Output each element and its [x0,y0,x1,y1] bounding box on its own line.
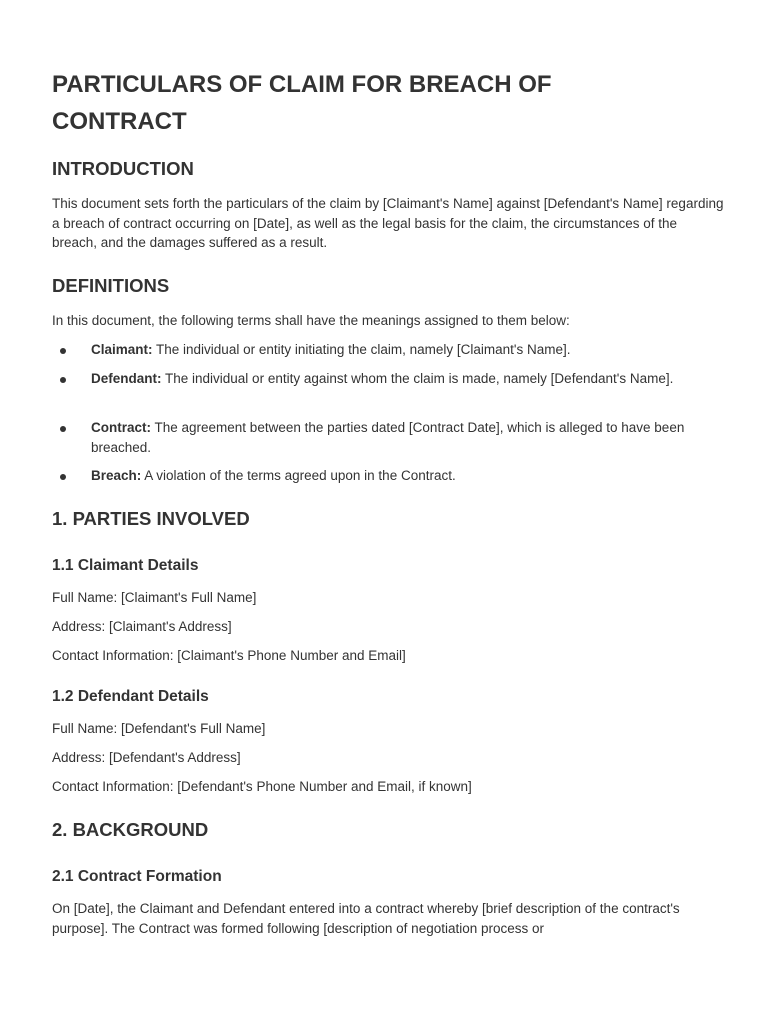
definition-term: Claimant: [91,342,153,357]
subsection-heading-defendant: 1.2 Defendant Details [52,688,209,705]
defendant-contact: Contact Information: [Defendant's Phone Number and Email, if known] [52,779,472,794]
document-title: PARTICULARS OF CLAIM FOR BREACH OF CONTRACT [52,71,552,135]
definition-text: The agreement between the parties dated [Contract Date], which is alleged to have been breached. [91,420,685,455]
introduction-paragraph: This document sets forth the particulars of the claim by [Claimant's Name] against [Defendant's Name] regarding a breach of contract occurring on [Date], as well as the legal basis for the claim, the circumstances of the breach, and the damages suffered as a result. [52,196,724,251]
subsection-heading-contract-formation: 2.1 Contract Formation [52,868,222,885]
claimant-contact: Contact Information: [Claimant's Phone Number and Email] [52,648,406,663]
defendant-address: Address: [Defendant's Address] [52,750,241,765]
claimant-full-name: Full Name: [Claimant's Full Name] [52,590,257,605]
bullet-icon [60,377,66,383]
claimant-address: Address: [Claimant's Address] [52,619,232,634]
subsection-heading-claimant: 1.1 Claimant Details [52,557,199,574]
section-heading-parties: 1. PARTIES INVOLVED [52,508,250,529]
section-heading-introduction: INTRODUCTION [52,158,194,179]
definition-text: The individual or entity against whom the claim is made, namely [Defendant's Name]. [161,371,674,386]
definition-item-claimant [91,340,711,360]
contract-formation-paragraph: On [Date], the Claimant and Defendant entered into a contract whereby [brief description of the contract's purpose]. The Contract was formed following [description of negotiation process or [52,901,680,936]
definition-text: The individual or entity initiating the claim, namely [Claimant's Name]. [152,342,571,357]
definition-term: Defendant: [91,371,162,386]
definition-term: Contract: [91,420,151,435]
section-heading-definitions: DEFINITIONS [52,275,170,296]
bullet-icon [60,348,66,354]
definition-item-defendant [91,369,711,389]
definition-item-breach [91,466,711,486]
definitions-intro: In this document, the following terms shall have the meanings assigned to them below: [52,313,570,328]
bullet-icon [60,474,66,480]
definition-term: Breach: [91,468,142,483]
definition-item-contract [91,418,711,457]
bullet-icon [60,426,66,432]
definition-text: A violation of the terms agreed upon in the Contract. [141,468,456,483]
section-heading-background: 2. BACKGROUND [52,819,209,840]
defendant-full-name: Full Name: [Defendant's Full Name] [52,721,266,736]
